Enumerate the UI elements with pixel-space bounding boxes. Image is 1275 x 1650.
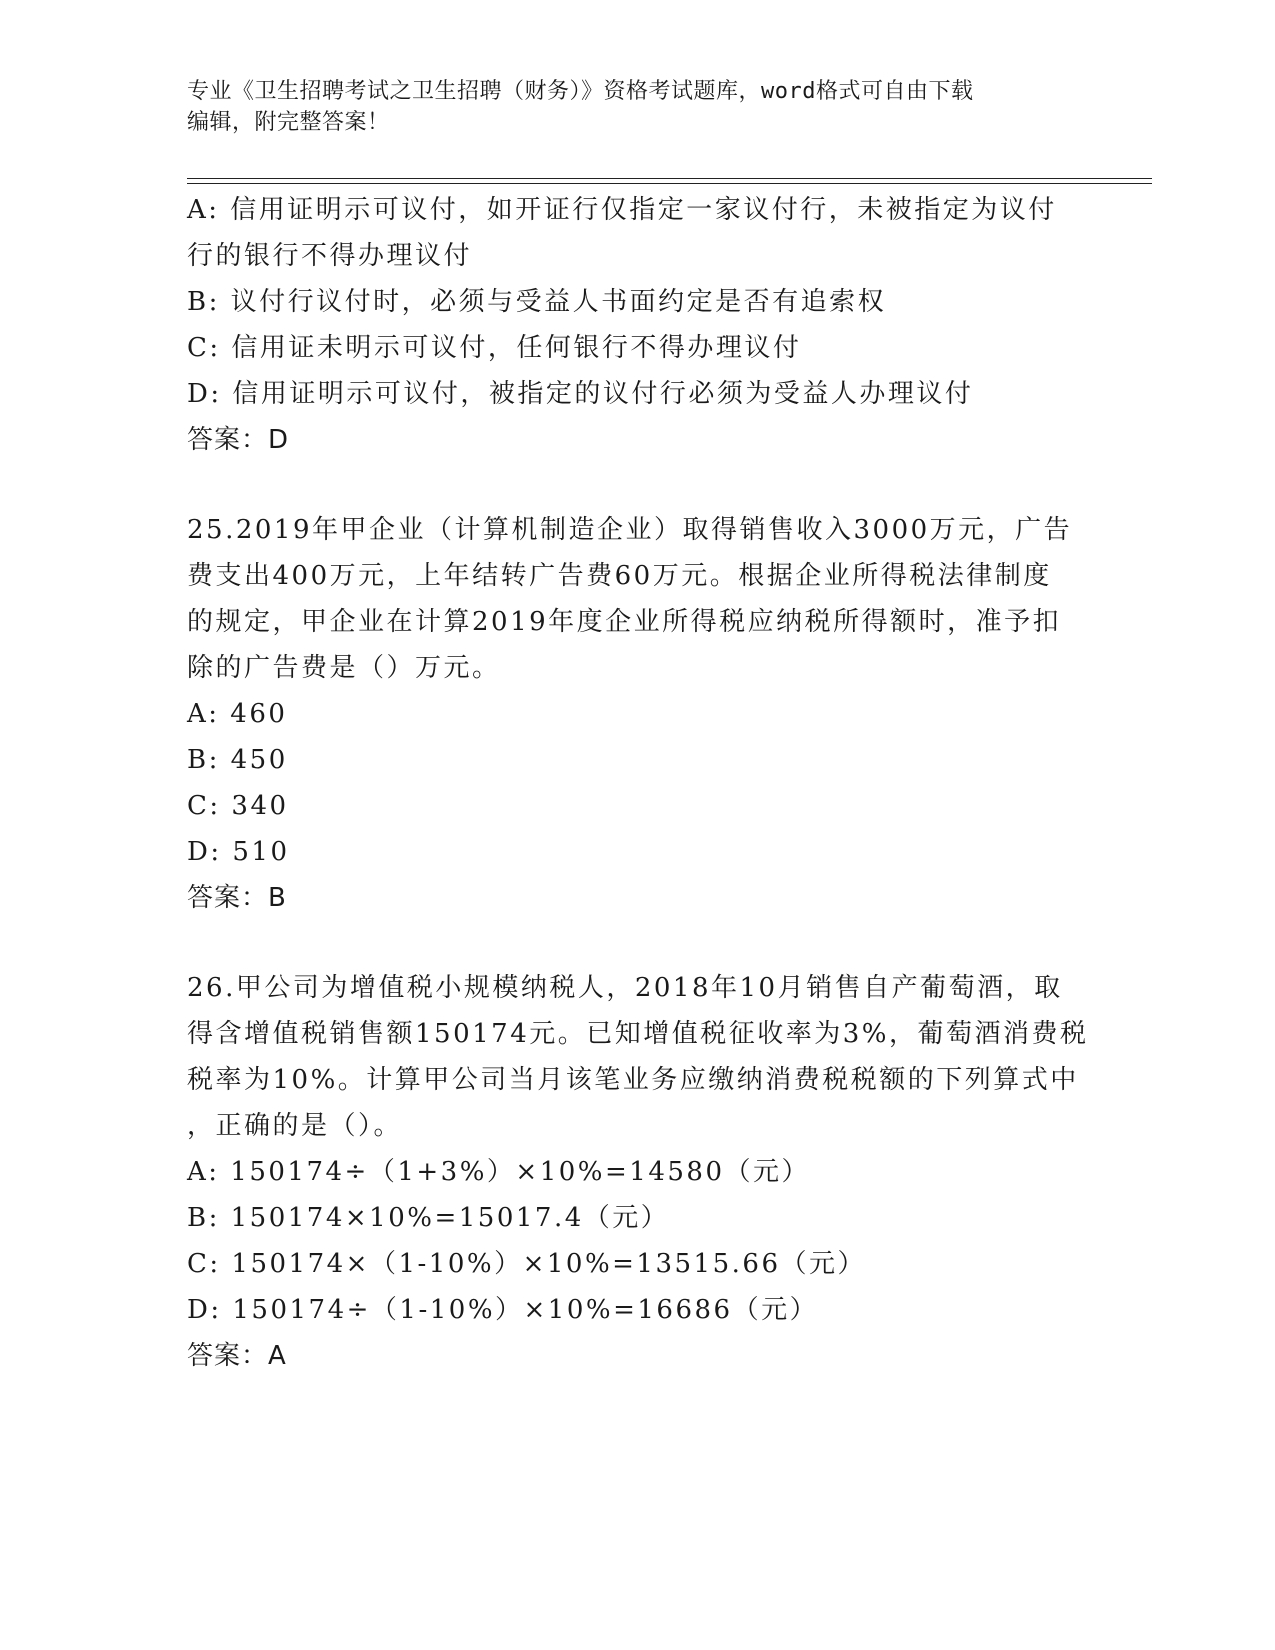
question-26 xyxy=(187,965,1087,1379)
question-stem-line-3: 税率为10%。计算甲公司当月该笔业务应缴纳消费税税额的下列算式中 xyxy=(187,1065,1079,1095)
option-d: D: 510 xyxy=(187,837,290,867)
option-b: B: 议付行议付时，必须与受益人书面约定是否有追索权 xyxy=(187,287,887,317)
answer: 答案：D xyxy=(187,425,290,455)
question-stem-line-2: 费支出400万元，上年结转广告费60万元。根据企业所得税法律制度 xyxy=(187,561,1052,591)
question-24 xyxy=(187,187,1087,463)
question-stem-line-1: 26.甲公司为增值税小规模纳税人，2018年10月销售自产葡萄酒，取 xyxy=(187,973,1063,1003)
header-line-2: 编辑，附完整答案！ xyxy=(187,110,390,135)
option-a-line-1: A: 信用证明示可议付，如开证行仅指定一家议付行，未被指定为议付 xyxy=(187,195,1057,225)
document-header xyxy=(187,76,1087,138)
spacer xyxy=(187,921,1087,965)
header-line-1: 专业《卫生招聘考试之卫生招聘（财务）》资格考试题库，word格式可自由下载 xyxy=(187,79,974,104)
option-b: B: 450 xyxy=(187,745,288,775)
question-stem-line-2: 得含增值税销售额150174元。已知增值税征收率为3%，葡萄酒消费税 xyxy=(187,1019,1089,1049)
option-c: C: 340 xyxy=(187,791,289,821)
option-c: C: 150174×（1-10%）×10%=13515.66（元） xyxy=(187,1249,866,1279)
header-divider-top xyxy=(187,178,1152,179)
option-d: D: 150174÷（1-10%）×10%=16686（元） xyxy=(187,1295,819,1325)
header-divider-bottom xyxy=(187,183,1152,184)
spacer xyxy=(187,463,1087,507)
option-c: C: 信用证未明示可议付，任何银行不得办理议付 xyxy=(187,333,802,363)
question-stem-line-4: 除的广告费是（）万元。 xyxy=(187,653,501,683)
option-a: A: 460 xyxy=(187,699,288,729)
option-a-line-2: 行的银行不得办理议付 xyxy=(187,241,473,271)
option-d: D: 信用证明示可议付，被指定的议付行必须为受益人办理议付 xyxy=(187,379,974,409)
answer: 答案：B xyxy=(187,883,287,913)
answer: 答案：A xyxy=(187,1341,287,1371)
question-stem-line-4: ，正确的是（）。 xyxy=(187,1111,403,1141)
question-stem-line-1: 25.2019年甲企业（计算机制造企业）取得销售收入3000万元，广告 xyxy=(187,515,1073,545)
question-25 xyxy=(187,507,1087,921)
question-stem-line-3: 的规定，甲企业在计算2019年度企业所得税应纳税所得额时，准予扣 xyxy=(187,607,1062,637)
option-b: B: 150174×10%=15017.4（元） xyxy=(187,1203,670,1233)
question-content xyxy=(187,187,1087,1379)
option-a: A: 150174÷（1+3%）×10%=14580（元） xyxy=(187,1157,810,1187)
